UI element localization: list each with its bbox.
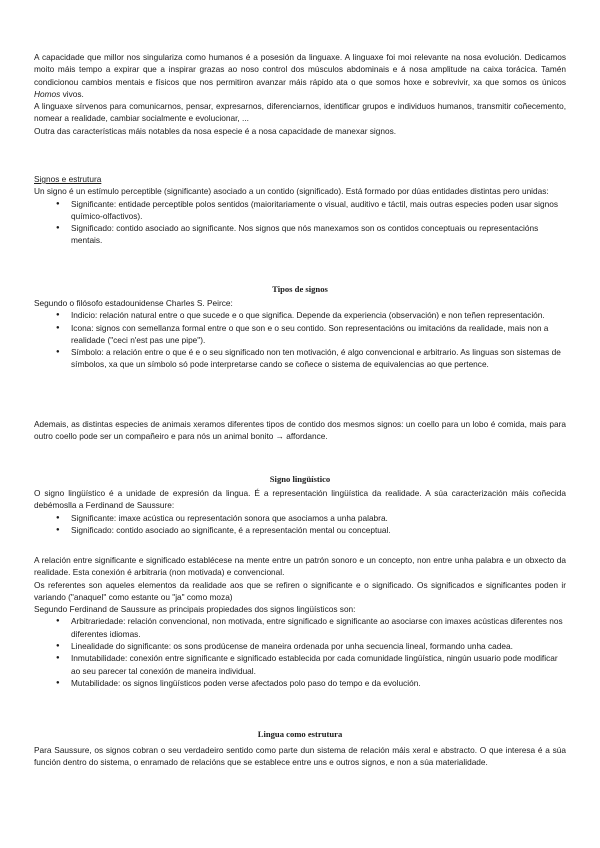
list-item: ● Icona: signos con semellanza formal entre o que son e o seu contido. Son representacións ou imitacións da realidade, mais non a realidade ("ceci n'est pas une pipe"). <box>34 322 566 347</box>
linguistico-section-2 <box>34 554 566 689</box>
linguistico-section <box>34 487 566 536</box>
linguistico-paragraph-4: Segundo Ferdinand de Saussure as principais propiedades dos signos lingüísticos son: <box>34 604 356 615</box>
linguistico-paragraph-1: O signo lingüístico é a unidade de expresión da lingua. É a representación lingüística da realidade. A súa caracterización máis coñecida debémoslla a Ferdinand de Saussure: <box>34 488 566 511</box>
estrutura-heading: Lingua como estrutura <box>257 729 343 739</box>
list-item: ● Mutabilidade: os signos lingüísticos poden verse afectados polo paso do tempo e da evolución. <box>34 677 566 689</box>
list-item: ● Significante: entidade perceptible polos sentidos (maioritariamente o visual, auditivo e táctil, mais outras especies poden usar signos químico-olfactivos). <box>34 198 566 223</box>
tipos-section <box>34 297 566 371</box>
tipos-extra <box>34 418 566 443</box>
signos-list <box>34 198 566 247</box>
affordance-paragraph: Ademais, as distintas especies de animais xeramos diferentes tipos de contido dos mesmos signos: un coello para un lobo é comida, mais para outro coello pode ser un compañeiro e para nós un animal bonito → affordance. <box>34 419 566 442</box>
estrutura-paragraph: Para Saussure, os signos cobran o seu verdadeiro sentido como parte dun sistema de relación máis xeral e abstracto. O que interesa é a súa función dentro do sistema, o enramado de relacións que se establece entre uns e outros signos, e non a súa materialidade. <box>34 745 566 768</box>
signos-section <box>34 173 566 247</box>
linguistico-heading: Signo lingüístico <box>269 474 331 484</box>
list-item: ● Linealidade do significante: os sons prodúcense de maneira ordenada por unha secuencia lineal, formando unha cadea. <box>34 640 566 652</box>
intro-paragraph-2: A linguaxe sírvenos para comunicarnos, pensar, expresarnos, diferenciarnos, identificar grupos e individuos humanos, transmitir coñecemento, nomear a realidade, cambiar socialmente e evolucionar, ... <box>34 101 566 124</box>
linguistico-list <box>34 512 566 537</box>
list-item: ● Indicio: relación natural entre o que sucede e o que significa. Depende da experiencia (observación) e non teñen representación. <box>34 309 566 321</box>
intro-section <box>34 51 566 137</box>
list-item: ● Significante: imaxe acústica ou representación sonora que asociamos a unha palabra. <box>34 512 566 524</box>
intro-paragraph-1: A capacidade que millor nos singulariza como humanos é a posesión da linguaxe. A linguaxe foi moi relevante na nosa evolución. Dedicamos moito máis tempo a expirar que a inspirar grazas ao noso control dos músculos abdominais e á nosa amplitude na caixa torácica. Tamén condicionou cambios mentais e físicos que nos permitiron avanzar máis rápido ata o que somos hoxe e sobrevivir, xa que somos os únicos Homos vivos. <box>34 52 566 99</box>
signos-paragraph: Un signo é un estímulo perceptible (significante) asociado a un contido (significado). Está formado por dúas entidades distintas pero unidas: <box>34 186 549 197</box>
homos-italic: Homos <box>34 88 61 99</box>
signos-heading: Signos e estrutura <box>34 174 102 184</box>
properties-list <box>34 615 566 689</box>
tipos-paragraph: Segundo o filósofo estadounidense Charles S. Peirce: <box>34 298 233 308</box>
tipos-heading: Tipos de signos <box>272 284 328 294</box>
intro-paragraph-3: Outra das características máis notables da nosa especie é a nosa capacidade de manexar signos. <box>34 125 397 136</box>
list-item: ● Arbitrariedade: relación convencional, non motivada, entre significado e significante ao asociarse con imaxes acústicas diferentes nos diferentes idiomas. <box>34 615 566 640</box>
tipos-list <box>34 309 566 370</box>
estrutura-section <box>34 744 566 769</box>
linguistico-paragraph-2: A relación entre significante e significado establécese na mente entre un patrón sonoro e un concepto, non entre unha palabra e un obxecto da realidade. Esta conexión é arbitraria (non motivada) e convencional. <box>34 555 566 578</box>
linguistico-paragraph-3: Os referentes son aqueles elementos da realidade aos que se refiren o significante e o significado. Os significados e significantes poden ir variando ("anaquel" como estante ou "ja" como moza) <box>34 579 566 602</box>
list-item: ● Símbolo: a relación entre o que é e o seu significado non ten motivación, é algo convencional e arbitrario. As linguas son sistemas de símbolos, xa que un símbolo só pode interpretarse cando se coñece o sistema de equivalencias ao que pertence. <box>34 346 566 371</box>
list-item: ● Inmutabilidade: conexión entre significante e significado establecida por cada comunidade lingüística, ningún usuario pode modificar ao seu parecer tal conexión de maneira individual. <box>34 652 566 677</box>
list-item: ● Significado: contido asociado ao significante, é a representación mental ou conceptual. <box>34 524 566 536</box>
list-item: ● Significado: contido asociado ao significante. Nos signos que nós manexamos son os contidos conceptuais ou representacións mentais. <box>34 222 566 247</box>
